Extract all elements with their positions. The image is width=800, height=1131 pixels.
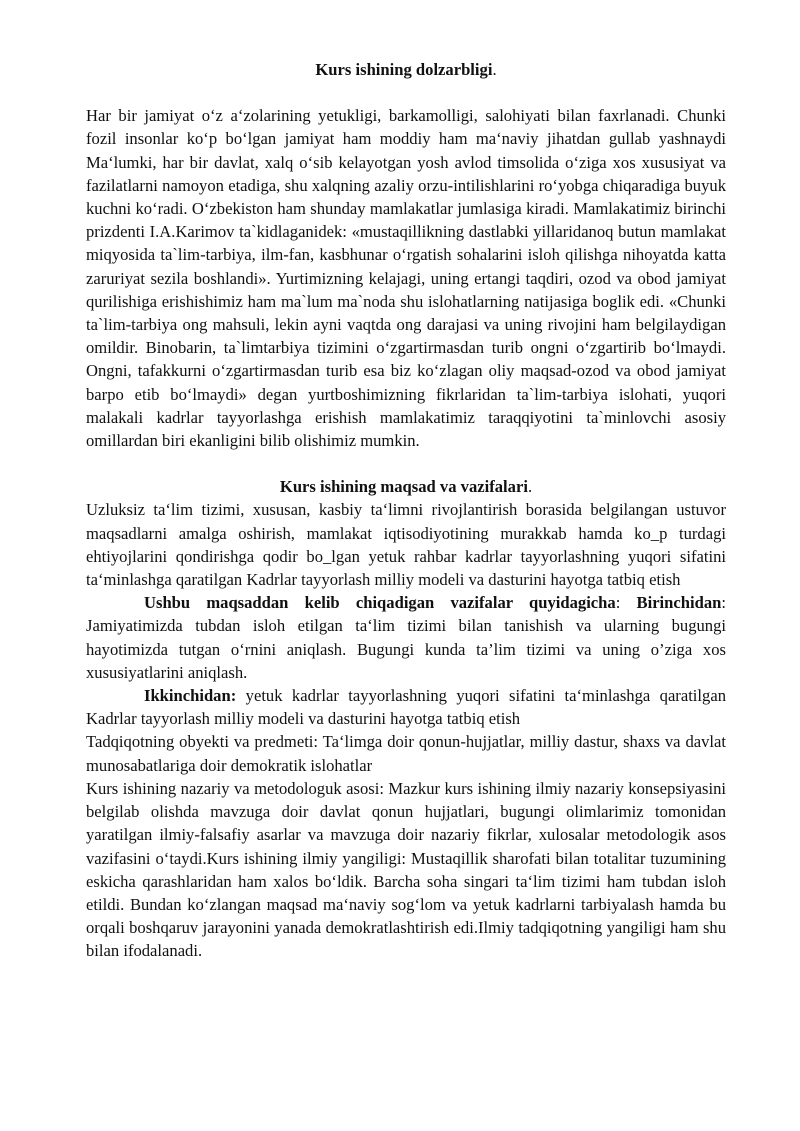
second-text: yetuk kadrlar tayyorlashning yuqori sifatini ta‘minlashga qaratilgan Kadrlar tayyorlash milliy modeli va dasturini hayotga tatbiq etish [86,686,726,729]
section-title-relevance-dot: . [492,60,497,79]
section-title-goals-dot: . [527,477,533,497]
goals-paragraph: Uzluksiz ta‘lim tizimi, xususan, kasbiy ta‘limni rivojlantirish borasida belgilangan ustuvor maqsadlarni amalga oshirish, mamlakat iqtisodiyotining murakkab hamda ko_p turdagi ehtiyojlarini qondirishga qodir bo_lgan yetuk rahbar kadrlar tayyorlashning yuqori sifatini ta‘minlashga qaratilgan Kadrlar tayyorlash milliy modeli va dasturini hayotga tatbiq etish [86,500,726,590]
first-colon: : [721,593,726,613]
tasks-lead: Ushbu maqsaddan kelib chiqadigan vazifalar quyidagicha [144,593,616,613]
relevance-paragraph: Har bir jamiyat o‘z a‘zolarining yetukligi, barkamolligi, salohiyati bilan faxrlanadi. Chunki fozil insonlar ko‘p bo‘lgan jamiyat ham moddiy ham ma‘naviy jihatdan gullab yashnaydi Ma‘lumki, har bir davlat, xalq o‘sib kelayotgan yosh avlod timsolida o‘ziga xos xususiyat va fazilatlarni namoyon etadiga, shu xalqning azaliy orzu-intilishlarini ro‘yobga chiqaradiga buyuk kuchni ko‘radi. O‘zbekiston ham shunday mamlakatlar jumlasiga kiradi. Mamlakatimiz birinchi prizdenti I.A.Karimov ta`kidlaganidek: «mustaqillikning dastlabki yillaridanoq butun mamlakat miqyosida ta`lim-tarbiya, ilm-fan, kasbhunar o‘rgatish sohalarini isloh qilishga nihoyatda katta zaruriyat sezila boshlandi». Yurtimizning kelajagi, uning ertangi taqdiri, ozod va obod jamiyat qurilishiga erishishimiz ham ma`lum ma`noda shu islohatlarning natijasiga boglik edi. «Chunki ta`lim-tarbiya ong mahsuli, lekin ayni vaqtda ong darajasi va uning rivojini ham belgilaydigan omildir. Binobarin, ta`limtarbiya tizimini o‘zgartirmasdan turib ongni o‘zgartirib bo‘lmaydi. Ongni, tafakkurni o‘zgartirmasdan turib esa biz ko‘zlagan oliy maqsad-ozod va obod jamiyat barpo etib bo‘lmaydi» degan yurtboshimizning fikrlaridan ta`lim-tarbiya islohati, yuqori malakali kadrlar tayyorlashga erishish mamlakatimiz taraqqiyotini ta`minlovchi asosiy omillardan biri ekanligini bilib olishimiz mumkin. [86,106,726,451]
first-text: Jamiyatimizda tubdan isloh etilgan ta‘lim tizimi bilan tanishish va ularning bugungi hayotimizda tutgan o‘rnini aniqlash. Bugungi kunda ta’lim tizimi va uning o’ziga xos xususiyatlarini aniqlash. [86,616,726,682]
section-title-goals [86,475,726,498]
tasks-colon: : [615,593,637,613]
section-title-goals-text: Kurs ishining maqsad va vazifalari [279,477,528,497]
second-paragraph [86,684,726,730]
first-label: Birinchidan [636,593,722,613]
theory-paragraph: Kurs ishining nazariy va metodologuk asosi: Mazkur kurs ishining ilmiy nazariy konsepsiyasini belgilab olishda mavzuga doir davlat qonun hujjatlari, bugungi olimlarimiz tomonidan yaratilgan ilmiy-falsafiy asarlar va mavzuga doir nazariy fikrlar, xulosalar metodologik asos vazifasini o‘taydi.Kurs ishining ilmiy yangiligi: Mustaqillik sharofati bilan totalitar tuzumining eskicha qarashlaridan ham xalos bo‘ldik. Barcha soha singari ta‘lim tizimi ham tubdan isloh etildi. Bundan ko‘zlangan maqsad ma‘naviy sog‘lom va yetuk kadrlarni tarbiyalash hamda bu orqali boshqaruv jarayonini yanada demokratlashtirish edi.Ilmiy tadqiqotning yangiligi ham shu bilan ifodalanadi. [86,778,726,961]
tasks-paragraph [86,591,726,684]
section-title-relevance [86,58,726,81]
spacer [86,81,726,104]
object-paragraph: Tadqiqotning obyekti va predmeti: Ta‘limga doir qonun-hujjatlar, milliy dastur, shaxs va davlat munosabatlariga doir demokratik islohatlar [86,732,726,775]
section-title-relevance-text: Kurs ishining dolzarbligi [315,60,493,79]
spacer [86,452,726,475]
document-page [86,58,726,963]
second-label: Ikkinchidan: [144,686,237,706]
